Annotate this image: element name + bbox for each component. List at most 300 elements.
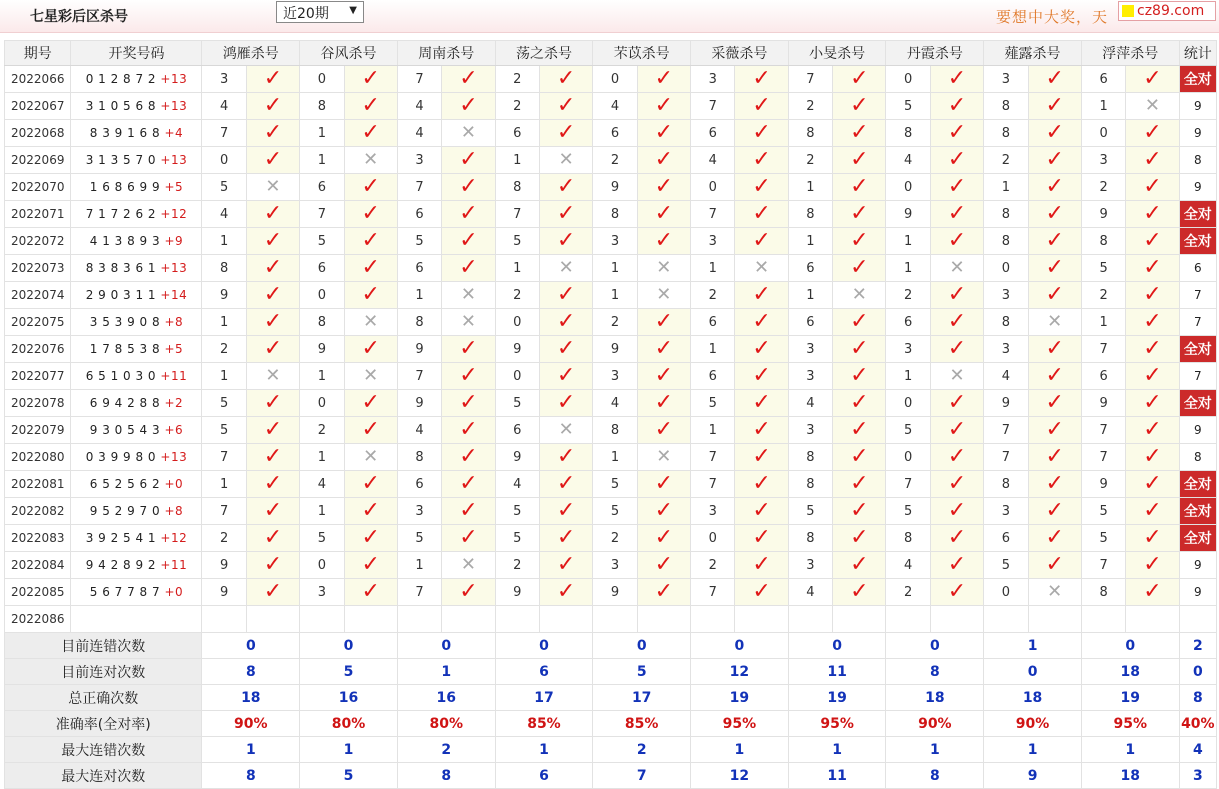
kill-number-cell: 7	[984, 444, 1028, 471]
check-mark-icon: ✓	[850, 390, 869, 415]
check-mark-icon: ✓	[1045, 201, 1064, 226]
wrong-mark-cell	[735, 255, 788, 282]
site-badge[interactable]	[1118, 1, 1216, 21]
summary-row	[5, 659, 1217, 685]
check-mark-icon: ✓	[556, 498, 576, 523]
summary-value: 90%	[886, 711, 984, 737]
issue-cell: 2022071	[5, 201, 71, 228]
kill-number-cell: 2	[788, 147, 832, 174]
check-mark-icon: ✓	[654, 471, 674, 496]
summary-value: 95%	[1081, 711, 1179, 737]
wrong-mark-cell	[539, 417, 592, 444]
draw-cell	[71, 336, 202, 363]
correct-mark-cell	[833, 579, 886, 606]
correct-mark-cell	[539, 552, 592, 579]
kill-number-cell: 5	[397, 228, 441, 255]
correct-mark-cell	[1028, 498, 1081, 525]
check-mark-icon: ✓	[850, 147, 869, 172]
kill-number-cell: 5	[886, 417, 930, 444]
kill-number-cell: 3	[1081, 147, 1125, 174]
check-mark-icon: ✓	[947, 201, 967, 226]
kill-number-cell: 0	[984, 255, 1028, 282]
summary-stat-value: 4	[1179, 737, 1216, 763]
correct-mark-cell	[344, 525, 397, 552]
kill-number-cell: 2	[593, 147, 637, 174]
check-mark-icon: ✓	[1045, 147, 1064, 172]
summary-value: 90%	[984, 711, 1082, 737]
correct-mark-cell	[1028, 444, 1081, 471]
kill-number-cell: 4	[691, 147, 735, 174]
check-mark-icon: ✓	[1045, 444, 1064, 469]
correct-mark-cell	[833, 201, 886, 228]
check-mark-icon: ✓	[752, 336, 771, 361]
kill-number-cell: 7	[984, 417, 1028, 444]
correct-mark-cell	[930, 336, 983, 363]
kill-number-cell: 7	[1081, 444, 1125, 471]
stat-count-cell: 6	[1179, 255, 1216, 282]
correct-mark-cell	[246, 417, 299, 444]
check-mark-icon: ✓	[850, 498, 869, 523]
correct-mark-cell	[539, 66, 592, 93]
check-mark-icon: ✓	[263, 147, 283, 172]
current-kill-number: 3	[300, 606, 344, 633]
correct-mark-cell	[735, 390, 788, 417]
summary-value: 5	[300, 659, 398, 685]
kill-number-cell: 3	[691, 66, 735, 93]
kill-number-cell: 2	[300, 417, 344, 444]
check-mark-icon: ✓	[654, 309, 674, 334]
draw-rear: +13	[160, 261, 188, 275]
check-mark-icon: ✓	[556, 201, 576, 226]
summary-value: 17	[593, 685, 691, 711]
kill-number-cell: 1	[788, 282, 832, 309]
check-mark-icon: ✓	[361, 174, 380, 199]
kill-number-cell: 7	[886, 471, 930, 498]
check-mark-icon: ✓	[850, 363, 869, 388]
issue-cell: 2022075	[5, 309, 71, 336]
correct-mark-cell	[344, 201, 397, 228]
draw-cell	[71, 120, 202, 147]
kill-number-cell: 3	[593, 552, 637, 579]
kill-number-cell: 0	[495, 309, 539, 336]
summary-value: 0	[886, 633, 984, 659]
correct-mark-cell	[930, 228, 983, 255]
kill-number-cell: 5	[202, 174, 246, 201]
check-mark-icon: ✓	[556, 309, 576, 334]
issue-cell: 2022080	[5, 444, 71, 471]
header-row	[5, 41, 1217, 66]
kill-number-cell: 8	[300, 93, 344, 120]
kill-number-cell: 8	[984, 93, 1028, 120]
summary-value: 0	[397, 633, 495, 659]
stat-count-cell: 9	[1179, 120, 1216, 147]
check-mark-icon: ✓	[1045, 228, 1064, 253]
check-mark-icon: ✓	[1143, 579, 1162, 604]
check-mark-icon: ✓	[654, 498, 674, 523]
summary-value: 0	[788, 633, 886, 659]
correct-mark-cell	[539, 444, 592, 471]
kill-number-cell: 1	[886, 228, 930, 255]
current-stat-cell	[1179, 606, 1216, 633]
correct-mark-cell	[637, 66, 690, 93]
correct-mark-cell	[735, 444, 788, 471]
current-empty-cell	[539, 606, 592, 633]
check-mark-icon: ✓	[752, 174, 771, 199]
correct-mark-cell	[246, 552, 299, 579]
kill-number-cell: 6	[593, 120, 637, 147]
current-empty-cell	[930, 606, 983, 633]
kill-number-cell: 1	[495, 255, 539, 282]
kill-number-cell: 1	[886, 363, 930, 390]
check-mark-icon: ✓	[850, 525, 869, 550]
correct-mark-cell	[637, 498, 690, 525]
table-row	[5, 498, 1217, 525]
check-mark-icon: ✓	[556, 552, 576, 577]
check-mark-icon: ✓	[850, 66, 869, 91]
correct-mark-cell	[1126, 444, 1179, 471]
correct-mark-cell	[735, 336, 788, 363]
kill-number-cell: 8	[984, 471, 1028, 498]
summary-row	[5, 685, 1217, 711]
check-mark-icon: ✓	[947, 498, 967, 523]
check-mark-icon: ✓	[1143, 66, 1162, 91]
check-mark-icon: ✓	[459, 228, 478, 253]
correct-mark-cell	[442, 228, 495, 255]
wrong-mark-cell	[1028, 579, 1081, 606]
check-mark-icon: ✓	[361, 282, 380, 307]
cross-mark-icon: ✕	[460, 554, 476, 575]
check-mark-icon: ✓	[263, 390, 283, 415]
check-mark-icon: ✓	[1143, 120, 1162, 145]
wrong-mark-cell	[442, 120, 495, 147]
summary-value: 90%	[202, 711, 300, 737]
wrong-mark-cell	[1028, 309, 1081, 336]
check-mark-icon: ✓	[263, 228, 283, 253]
table-row	[5, 309, 1217, 336]
kill-number-cell: 1	[691, 417, 735, 444]
draw-front: 8 3 8 3 6 1	[85, 261, 157, 275]
check-mark-icon: ✓	[947, 120, 967, 145]
correct-mark-cell	[833, 120, 886, 147]
correct-mark-cell	[246, 93, 299, 120]
kill-number-cell: 9	[1081, 471, 1125, 498]
kill-number-cell: 6	[788, 309, 832, 336]
summary-value: 18	[202, 685, 300, 711]
correct-mark-cell	[637, 174, 690, 201]
check-mark-icon: ✓	[1045, 174, 1064, 199]
kill-number-cell: 6	[984, 525, 1028, 552]
check-mark-icon: ✓	[850, 471, 869, 496]
correct-mark-cell	[930, 147, 983, 174]
check-mark-icon: ✓	[1143, 498, 1162, 523]
draw-rear: +8	[164, 504, 184, 518]
stat-count-cell: 7	[1179, 282, 1216, 309]
kill-number-cell: 7	[691, 93, 735, 120]
check-mark-icon: ✓	[556, 228, 576, 253]
table-row	[5, 282, 1217, 309]
check-mark-icon: ✓	[361, 498, 380, 523]
check-mark-icon: ✓	[1045, 525, 1064, 550]
draw-front: 3 9 2 5 4 1	[85, 531, 157, 545]
summary-value: 80%	[300, 711, 398, 737]
kill-number-cell: 8	[1081, 228, 1125, 255]
kill-number-cell: 7	[691, 471, 735, 498]
correct-mark-cell	[442, 417, 495, 444]
draw-cell	[71, 66, 202, 93]
cross-mark-icon: ✕	[949, 257, 965, 278]
summary-value: 1	[202, 737, 300, 763]
kill-number-cell: 1	[788, 228, 832, 255]
current-empty-cell	[637, 606, 690, 633]
draw-cell	[71, 417, 202, 444]
correct-mark-cell	[1126, 417, 1179, 444]
correct-mark-cell	[1126, 579, 1179, 606]
issue-cell: 2022084	[5, 552, 71, 579]
kill-number-cell: 1	[495, 147, 539, 174]
correct-mark-cell	[1028, 552, 1081, 579]
wrong-mark-cell	[442, 282, 495, 309]
check-mark-icon: ✓	[263, 579, 283, 604]
correct-mark-cell	[930, 66, 983, 93]
kill-number-cell: 5	[202, 390, 246, 417]
kill-number-cell: 8	[788, 471, 832, 498]
check-mark-icon: ✓	[263, 444, 283, 469]
correct-mark-cell	[637, 120, 690, 147]
correct-mark-cell	[833, 147, 886, 174]
correct-mark-cell	[1028, 471, 1081, 498]
kill-number-cell: 8	[886, 120, 930, 147]
kill-number-cell: 9	[984, 390, 1028, 417]
correct-mark-cell	[1126, 147, 1179, 174]
correct-mark-cell	[930, 417, 983, 444]
kill-number-cell: 9	[495, 336, 539, 363]
correct-mark-cell	[735, 498, 788, 525]
correct-mark-cell	[735, 309, 788, 336]
kill-number-cell: 5	[788, 498, 832, 525]
correct-mark-cell	[442, 471, 495, 498]
kill-number-cell: 7	[691, 579, 735, 606]
kill-number-cell: 3	[886, 336, 930, 363]
correct-mark-cell	[1126, 336, 1179, 363]
all-correct-badge: 全对	[1179, 498, 1216, 525]
summary-value: 80%	[397, 711, 495, 737]
kill-number-cell: 3	[984, 498, 1028, 525]
check-mark-icon: ✓	[459, 174, 478, 199]
current-empty-cell	[1028, 606, 1081, 633]
correct-mark-cell	[637, 579, 690, 606]
draw-rear: +9	[164, 234, 184, 248]
correct-mark-cell	[1028, 363, 1081, 390]
correct-mark-cell	[539, 363, 592, 390]
check-mark-icon: ✓	[947, 282, 967, 307]
kill-number-cell: 5	[495, 525, 539, 552]
draw-front: 8 3 9 1 6 8	[89, 126, 161, 140]
kill-number-cell: 0	[691, 525, 735, 552]
correct-mark-cell	[442, 525, 495, 552]
all-correct-badge: 全对	[1179, 471, 1216, 498]
draw-front: 0 1 2 8 7 2	[85, 72, 157, 86]
check-mark-icon: ✓	[752, 363, 771, 388]
correct-mark-cell	[930, 201, 983, 228]
kill-number-cell: 8	[984, 309, 1028, 336]
kill-number-cell: 7	[397, 174, 441, 201]
check-mark-icon: ✓	[1045, 471, 1064, 496]
issue-cell: 2022073	[5, 255, 71, 282]
kill-number-cell: 0	[495, 363, 539, 390]
issue-cell: 2022070	[5, 174, 71, 201]
summary-value: 8	[202, 659, 300, 685]
kill-number-cell: 1	[691, 336, 735, 363]
all-correct-badge: 全对	[1179, 525, 1216, 552]
summary-value: 85%	[593, 711, 691, 737]
table-row	[5, 66, 1217, 93]
check-mark-icon: ✓	[947, 336, 967, 361]
check-mark-icon: ✓	[361, 417, 380, 442]
current-period-row	[5, 606, 1217, 633]
summary-value: 95%	[788, 711, 886, 737]
correct-mark-cell	[246, 390, 299, 417]
period-select[interactable]	[276, 1, 364, 23]
check-mark-icon: ✓	[850, 336, 869, 361]
summary-value: 1	[788, 737, 886, 763]
correct-mark-cell	[246, 498, 299, 525]
wrong-mark-cell	[1126, 93, 1179, 120]
summary-value: 18	[886, 685, 984, 711]
check-mark-icon: ✓	[1143, 336, 1162, 361]
wrong-mark-cell	[539, 255, 592, 282]
check-mark-icon: ✓	[459, 525, 478, 550]
wrong-mark-cell	[833, 282, 886, 309]
col-header-expert: 谷风杀号	[300, 41, 398, 66]
kill-number-cell: 3	[788, 417, 832, 444]
issue-cell: 2022079	[5, 417, 71, 444]
check-mark-icon: ✓	[850, 579, 869, 604]
check-mark-icon: ✓	[752, 309, 771, 334]
kill-number-cell: 8	[300, 309, 344, 336]
correct-mark-cell	[930, 444, 983, 471]
table-row	[5, 336, 1217, 363]
check-mark-icon: ✓	[947, 174, 967, 199]
check-mark-icon: ✓	[654, 552, 674, 577]
kill-number-cell: 6	[691, 309, 735, 336]
draw-front: 2 9 0 3 1 1	[85, 288, 157, 302]
check-mark-icon: ✓	[263, 255, 283, 280]
correct-mark-cell	[1126, 228, 1179, 255]
kill-number-cell: 7	[202, 444, 246, 471]
summary-value: 5	[593, 659, 691, 685]
kill-number-cell: 3	[300, 579, 344, 606]
summary-value: 1	[397, 659, 495, 685]
draw-front: 9 3 0 5 4 3	[89, 423, 161, 437]
draw-rear: +0	[164, 585, 184, 599]
cross-mark-icon: ✕	[558, 419, 574, 440]
summary-value: 0	[593, 633, 691, 659]
draw-rear: +0	[164, 477, 184, 491]
current-empty-cell	[344, 606, 397, 633]
col-header-expert: 荡之杀号	[495, 41, 593, 66]
draw-cell	[71, 363, 202, 390]
cross-mark-icon: ✕	[1144, 95, 1160, 116]
check-mark-icon: ✓	[1045, 66, 1064, 91]
check-mark-icon: ✓	[1143, 390, 1162, 415]
correct-mark-cell	[344, 552, 397, 579]
cross-mark-icon: ✕	[558, 149, 574, 170]
kill-number-cell: 2	[202, 336, 246, 363]
summary-value: 6	[495, 763, 593, 789]
correct-mark-cell	[1126, 282, 1179, 309]
top-bar	[0, 0, 1219, 33]
correct-mark-cell	[1028, 417, 1081, 444]
kill-number-cell: 4	[495, 471, 539, 498]
draw-cell	[71, 525, 202, 552]
cross-mark-icon: ✕	[363, 365, 379, 386]
kill-number-cell: 4	[202, 93, 246, 120]
kill-number-cell: 6	[691, 363, 735, 390]
kill-number-cell: 1	[691, 255, 735, 282]
summary-value: 8	[202, 763, 300, 789]
summary-value: 16	[300, 685, 398, 711]
draw-cell	[71, 309, 202, 336]
kill-number-cell: 6	[397, 255, 441, 282]
correct-mark-cell	[833, 363, 886, 390]
kill-number-cell: 1	[300, 147, 344, 174]
check-mark-icon: ✓	[459, 93, 478, 118]
summary-value: 2	[397, 737, 495, 763]
correct-mark-cell	[735, 93, 788, 120]
kill-number-cell: 7	[495, 201, 539, 228]
kill-number-cell: 2	[1081, 282, 1125, 309]
check-mark-icon: ✓	[752, 444, 771, 469]
table-row	[5, 93, 1217, 120]
summary-stat-value: 40%	[1179, 711, 1216, 737]
draw-cell	[71, 390, 202, 417]
check-mark-icon: ✓	[752, 201, 771, 226]
check-mark-icon: ✓	[263, 417, 283, 442]
correct-mark-cell	[442, 390, 495, 417]
check-mark-icon: ✓	[263, 471, 283, 496]
kill-number-cell: 2	[788, 93, 832, 120]
kill-number-cell: 0	[886, 174, 930, 201]
draw-rear: +5	[164, 342, 184, 356]
check-mark-icon: ✓	[263, 66, 283, 91]
check-mark-icon: ✓	[1045, 390, 1064, 415]
kill-number-cell: 7	[1081, 552, 1125, 579]
correct-mark-cell	[1028, 147, 1081, 174]
kill-number-cell: 0	[691, 174, 735, 201]
correct-mark-cell	[246, 471, 299, 498]
draw-front: 7 1 7 2 6 2	[85, 207, 157, 221]
summary-label: 目前连错次数	[5, 633, 202, 659]
correct-mark-cell	[1126, 363, 1179, 390]
check-mark-icon: ✓	[947, 525, 967, 550]
yellow-square-icon	[1122, 5, 1134, 17]
summary-value: 1	[495, 737, 593, 763]
kill-number-cell: 6	[788, 255, 832, 282]
col-header-expert: 浮萍杀号	[1081, 41, 1179, 66]
cross-mark-icon: ✕	[656, 446, 672, 467]
all-correct-badge: 全对	[1179, 201, 1216, 228]
check-mark-icon: ✓	[361, 255, 380, 280]
kill-number-cell: 1	[593, 444, 637, 471]
correct-mark-cell	[637, 93, 690, 120]
correct-mark-cell	[930, 282, 983, 309]
kill-number-cell: 5	[1081, 255, 1125, 282]
check-mark-icon: ✓	[1143, 471, 1162, 496]
kill-number-cell: 5	[984, 552, 1028, 579]
kill-number-cell: 7	[1081, 417, 1125, 444]
check-mark-icon: ✓	[1045, 255, 1064, 280]
correct-mark-cell	[539, 579, 592, 606]
